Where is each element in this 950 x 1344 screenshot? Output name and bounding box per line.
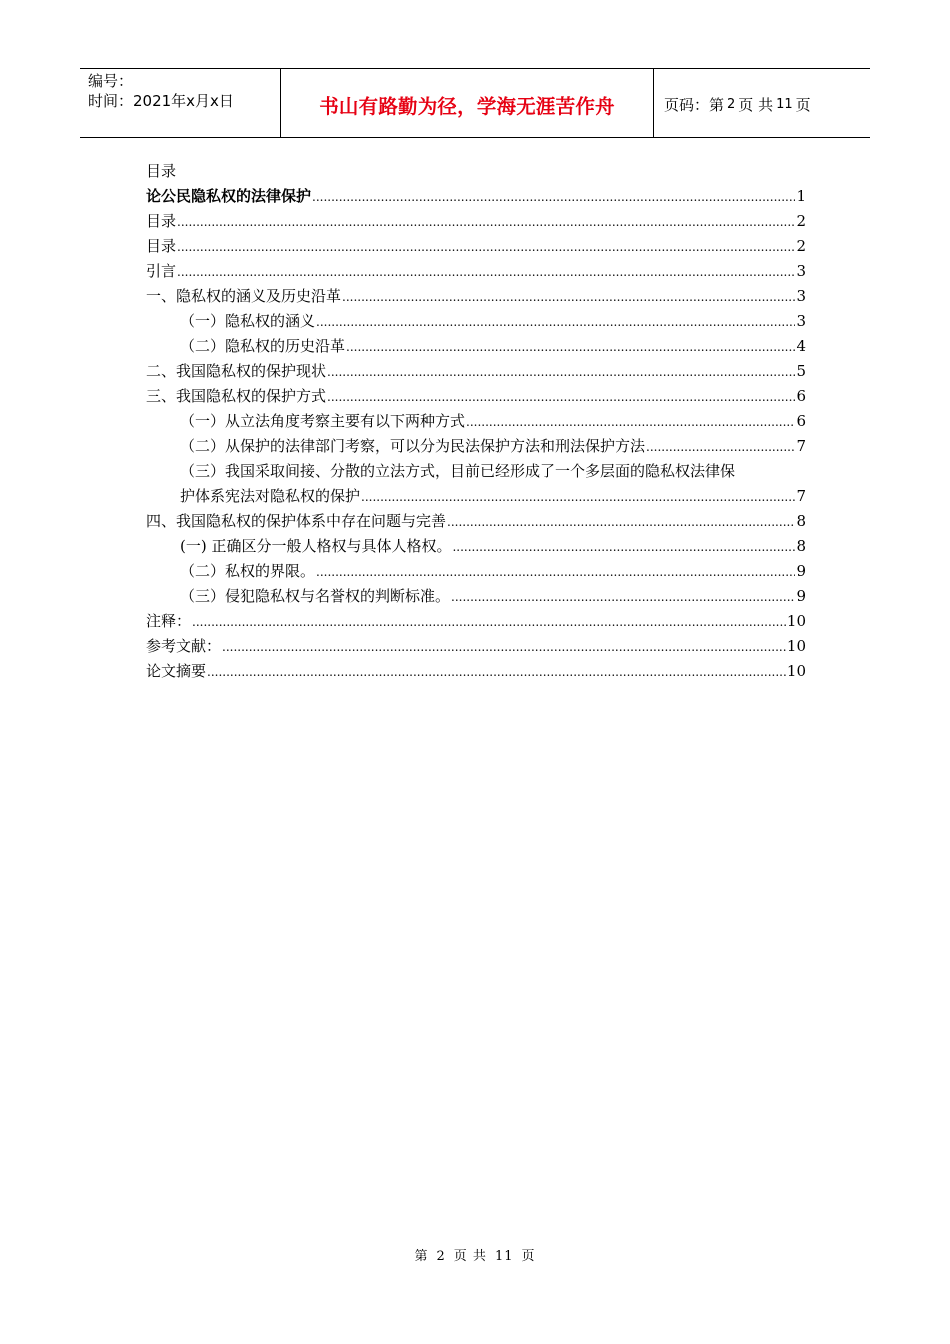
toc-entry-text: （二）从保护的法律部门考察，可以分为民法保护方法和刑法保护方法 bbox=[180, 437, 646, 455]
header-page-total: 11 bbox=[776, 96, 793, 112]
toc-entry[interactable] bbox=[146, 359, 806, 384]
toc-entry[interactable] bbox=[146, 484, 806, 509]
toc-entry[interactable] bbox=[146, 584, 806, 609]
toc-entry-text: 目录 bbox=[146, 237, 177, 255]
toc-entry-text: 论公民隐私权的法律保护 bbox=[146, 187, 312, 205]
toc-entry-wrapped-line[interactable]: （三）我国采取间接、分散的立法方式，目前已经形成了一个多层面的隐私权法律保 bbox=[180, 462, 736, 480]
toc-entry-text: 引言 bbox=[146, 262, 177, 280]
page-header bbox=[80, 68, 870, 138]
toc-entry-page: 9 bbox=[796, 562, 806, 580]
toc-leader-dots bbox=[452, 535, 795, 560]
toc-entry-page: 2 bbox=[796, 212, 806, 230]
toc-entry-page: 7 bbox=[796, 437, 806, 455]
toc-title: 目录 bbox=[146, 162, 177, 180]
toc-entry[interactable] bbox=[146, 659, 806, 684]
header-page-info bbox=[654, 69, 870, 137]
toc-entry[interactable] bbox=[146, 284, 806, 309]
header-number-label: 编号： bbox=[88, 72, 134, 90]
toc-leader-dots bbox=[207, 660, 786, 685]
footer-mid: 页 共 bbox=[453, 1249, 487, 1264]
toc-entry-page: 3 bbox=[796, 287, 806, 305]
page-footer bbox=[0, 1245, 950, 1264]
header-motto: 书山有路勤为径，学海无涯苦作舟 bbox=[319, 95, 615, 118]
toc-entry-page: 2 bbox=[796, 237, 806, 255]
toc-leader-dots bbox=[361, 485, 795, 510]
header-page-mid: 页 共 bbox=[738, 95, 774, 114]
toc-entry-text: 论文摘要 bbox=[146, 662, 207, 680]
toc-entry-page: 10 bbox=[786, 612, 806, 630]
toc-entry-page: 1 bbox=[796, 187, 806, 205]
toc-leader-dots bbox=[222, 635, 786, 660]
toc-entry[interactable] bbox=[146, 334, 806, 359]
header-page-prefix: 页码：第 bbox=[664, 95, 725, 114]
toc-leader-dots bbox=[646, 435, 795, 460]
toc-entry-text: 四、我国隐私权的保护体系中存在问题与完善 bbox=[146, 512, 447, 530]
toc-leader-dots bbox=[316, 560, 795, 585]
footer-prefix: 第 bbox=[414, 1249, 429, 1264]
footer-total-pages: 11 bbox=[494, 1249, 514, 1264]
toc-entry-text: 参考文献： bbox=[146, 637, 222, 655]
toc-leader-dots bbox=[316, 310, 795, 335]
toc-leader-dots bbox=[312, 185, 795, 210]
toc-entry-page: 3 bbox=[796, 312, 806, 330]
toc-leader-dots bbox=[346, 335, 795, 360]
toc-entry-text: 二、我国隐私权的保护现状 bbox=[146, 362, 327, 380]
header-time-label: 时间：2021年x月x日 bbox=[88, 92, 234, 110]
toc-entry-text: （一）隐私权的涵义 bbox=[180, 312, 316, 330]
table-of-contents bbox=[146, 184, 806, 684]
footer-current-page: 2 bbox=[436, 1249, 446, 1264]
footer-suffix: 页 bbox=[521, 1249, 536, 1264]
toc-entry-text: 护体系宪法对隐私权的保护 bbox=[180, 487, 361, 505]
header-page-current: 2 bbox=[727, 96, 736, 112]
toc-leader-dots bbox=[447, 510, 795, 535]
toc-entry-page: 9 bbox=[796, 587, 806, 605]
toc-entry[interactable] bbox=[146, 209, 806, 234]
toc-entry-text: 目录 bbox=[146, 212, 177, 230]
toc-leader-dots bbox=[451, 585, 795, 610]
toc-leader-dots bbox=[327, 385, 795, 410]
toc-leader-dots bbox=[177, 235, 795, 260]
toc-entry-text: 一、隐私权的涵义及历史沿革 bbox=[146, 287, 342, 305]
toc-entry-text: （三）侵犯隐私权与名誉权的判断标准。 bbox=[180, 587, 451, 605]
toc-entry-text: （二）私权的界限。 bbox=[180, 562, 316, 580]
toc-entry[interactable] bbox=[146, 259, 806, 284]
toc-entry-text: 三、我国隐私权的保护方式 bbox=[146, 387, 327, 405]
toc-entry[interactable] bbox=[146, 434, 806, 459]
toc-entry[interactable] bbox=[146, 509, 806, 534]
toc-entry-text: （一）从立法角度考察主要有以下两种方式 bbox=[180, 412, 466, 430]
toc-entry[interactable] bbox=[146, 234, 806, 259]
toc-entry-page: 10 bbox=[786, 662, 806, 680]
toc-entry-page: 6 bbox=[796, 387, 806, 405]
toc-entry-page: 8 bbox=[796, 512, 806, 530]
toc-leader-dots bbox=[177, 260, 795, 285]
toc-entry-text: (一) 正确区分一般人格权与具体人格权。 bbox=[180, 537, 452, 555]
toc-entry-page: 6 bbox=[796, 412, 806, 430]
toc-entry[interactable] bbox=[146, 384, 806, 409]
toc-entry[interactable] bbox=[146, 534, 806, 559]
toc-leader-dots bbox=[177, 210, 795, 235]
toc-leader-dots bbox=[192, 610, 786, 635]
toc-entry[interactable] bbox=[146, 559, 806, 584]
toc-entry-text: （二）隐私权的历史沿革 bbox=[180, 337, 346, 355]
header-meta bbox=[80, 69, 281, 137]
toc-entry-page: 7 bbox=[796, 487, 806, 505]
toc-entry[interactable] bbox=[146, 634, 806, 659]
toc-entry-page: 4 bbox=[796, 337, 806, 355]
header-motto-cell bbox=[281, 69, 654, 137]
toc-entry[interactable] bbox=[146, 409, 806, 434]
toc-entry[interactable] bbox=[146, 309, 806, 334]
toc-leader-dots bbox=[466, 410, 795, 435]
toc-entry-page: 3 bbox=[796, 262, 806, 280]
toc-leader-dots bbox=[327, 360, 795, 385]
toc-entry-text: 注释： bbox=[146, 612, 192, 630]
toc-entry-page: 5 bbox=[796, 362, 806, 380]
toc-leader-dots bbox=[342, 285, 795, 310]
toc-entry[interactable] bbox=[146, 184, 806, 209]
toc-entry-page: 10 bbox=[786, 637, 806, 655]
header-page-suffix: 页 bbox=[795, 95, 811, 114]
toc-entry-page: 8 bbox=[796, 537, 806, 555]
toc-entry[interactable] bbox=[146, 609, 806, 634]
